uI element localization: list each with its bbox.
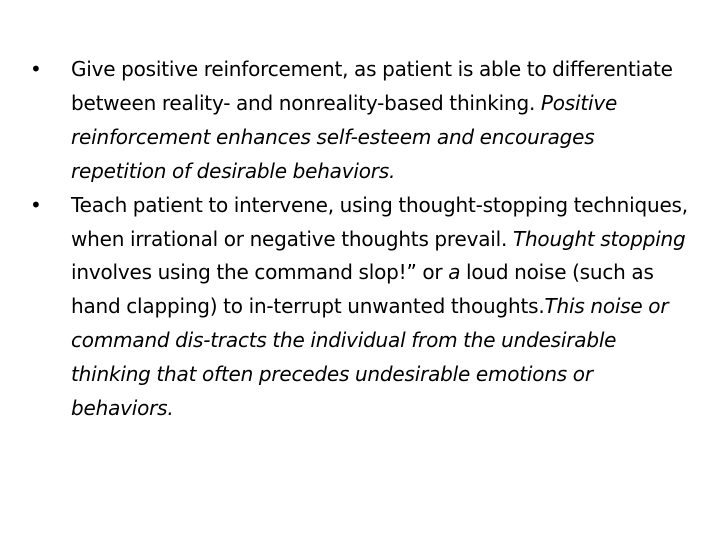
bullet-text-italic: Thought stopping <box>512 226 686 251</box>
bullet-text-italic: This noise or command dis-tracts the individual from the undesirable thinking that often precedes undesirable emotions or behaviors. <box>71 294 669 421</box>
bullet-item <box>30 53 690 189</box>
bullet-list <box>30 53 690 426</box>
bullet-marker: • <box>30 57 42 81</box>
bullet-item <box>30 189 690 426</box>
bullet-text-plain: Teach patient to intervene, using thought-stopping techniques, when irrational or negative thoughts prevail. <box>71 192 688 251</box>
bullet-marker: • <box>30 192 42 217</box>
bullet-text-plain: Give positive reinforcement, as patient is able to differentiate between reality- and nonreality-based thinking. <box>71 57 673 115</box>
bullet-text-italic: Positive reinforcement enhances self-esteem and encourages repetition of desirable behaviors. <box>71 90 618 183</box>
bullet-text-plain: loud noise (such as hand clapping) to in-terrupt unwanted thoughts. <box>71 260 654 319</box>
bullet-text-italic: a <box>448 260 461 285</box>
bullet-text-plain: involves using the command slop!” or <box>71 260 449 285</box>
